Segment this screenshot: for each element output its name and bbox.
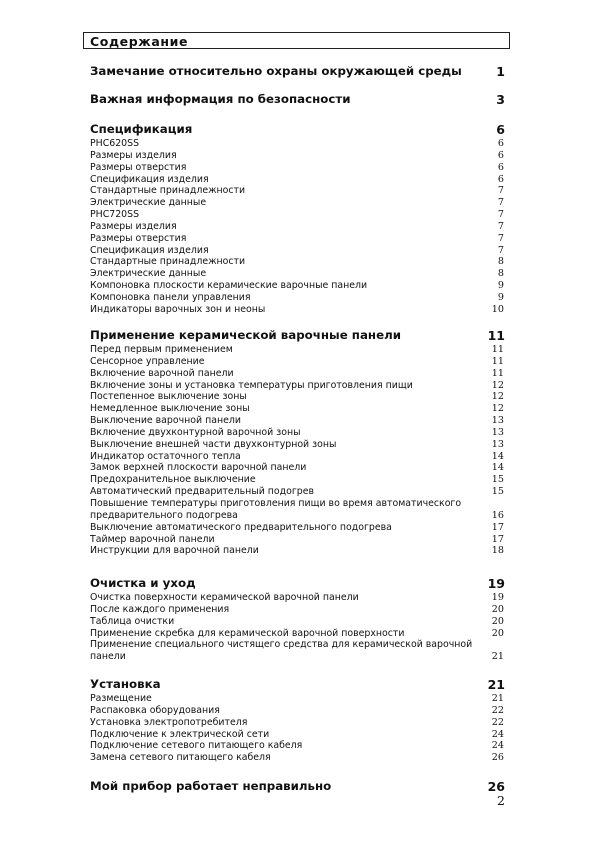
toc-entry-text: Включение двухконтурной варочной зоны [90,426,301,438]
section-title: Важная информация по безопасности [90,92,351,106]
toc-entry[interactable] [90,462,505,474]
toc-entry-page: 6 [497,173,504,185]
toc-title: Содержание [90,34,189,49]
toc-entry-text: Таблица очистки [90,615,175,627]
toc-entry-text: Перед первым применением [90,344,233,355]
toc-entry-text: Автоматический предварительный подогрев [90,486,315,498]
page-number: 2 [497,793,505,808]
toc-entry-page: 13 [491,415,504,427]
section-items [90,344,505,557]
toc-entry-page: 21 [491,693,504,704]
toc-entry-text: Подключение к электрической сети [90,728,270,740]
section-title: Мой прибор работает неправильно [90,779,332,793]
toc-entry-page: 11 [491,344,504,355]
section-items [90,693,505,764]
toc-entry[interactable] [90,162,505,174]
toc-entry-text: Постепенное выключение зоны [90,391,247,403]
section-heading[interactable] [90,328,505,344]
toc-entry-page: 15 [491,486,504,498]
toc-entry-text: Инструкции для варочной панели [90,545,259,557]
toc-entry[interactable] [90,209,505,221]
section-heading[interactable] [90,779,505,795]
toc-entry-text: Распаковка оборудования [90,704,220,716]
toc-entry[interactable] [90,616,505,628]
toc-entry-page: 17 [491,521,504,533]
toc-entry[interactable] [90,522,505,534]
toc-entry[interactable] [90,693,505,705]
toc-entry[interactable] [90,185,505,197]
toc-entry-page: 8 [497,268,504,280]
toc-entry-page: 8 [497,256,504,268]
section-page: 1 [496,64,505,79]
toc-entry[interactable] [90,415,505,427]
toc-entry-text: Замена сетевого питающего кабеля [90,752,271,764]
toc-entry-text: PHC620SS [90,138,140,149]
section-page: 6 [496,122,505,137]
toc-entry-page: 7 [497,244,504,256]
toc-entry-text: После каждого применения [90,603,230,615]
toc-entry[interactable] [90,233,505,245]
toc-entry-text: Таймер варочной панели [90,533,215,545]
section-heading[interactable] [90,92,505,108]
toc-entry-text: Размеры отверстия [90,232,187,244]
toc-entry-text: Установка электропотребителя [90,716,248,728]
toc-entry-text: Сенсорное управление [90,355,205,367]
section-items [90,592,505,663]
toc-entry-page: 12 [491,379,504,391]
toc-entry-page: 11 [491,355,504,367]
toc-entry-page: 12 [491,391,504,403]
toc-entry[interactable] [90,486,505,498]
toc-entry-page: 20 [491,627,504,639]
toc-entry-page: 14 [491,450,504,462]
toc-entry-page: 22 [491,716,504,728]
toc-entry-text: Индикатор остаточного тепла [90,450,241,462]
toc-entry-text: Индикаторы варочных зон и неоны [90,303,266,315]
toc-entry-page: 24 [491,740,504,752]
toc-entry-text: Выключение автоматического предварительного подогрева [90,521,392,533]
toc-entry-text: Подключение сетевого питающего кабеля [90,740,303,752]
toc-entry-text: Стандартные принадлежности [90,256,246,268]
toc-entry-text: Немедленное выключение зоны [90,403,250,415]
toc-entry[interactable] [90,474,505,486]
toc-entry[interactable] [90,304,505,316]
toc-section [90,576,505,663]
toc-entry-page: 9 [497,291,504,303]
toc-entry[interactable] [90,356,505,368]
toc-entry-page: 21 [491,651,504,663]
toc-entry-page: 13 [491,426,504,438]
section-page: 26 [487,779,505,794]
toc-section [90,92,505,108]
toc-entry-page: 13 [491,438,504,450]
toc-entry-page: 22 [491,704,504,716]
toc-entry-page: 7 [497,197,504,209]
toc-entry[interactable] [90,545,505,557]
section-heading[interactable] [90,677,505,693]
toc-entry[interactable] [90,639,505,663]
toc-entry-page: 6 [497,161,504,173]
toc-entry[interactable] [90,380,505,392]
toc-entry[interactable] [90,592,505,604]
toc-entry-page: 20 [491,603,504,615]
toc-entry-text: Включение варочной панели [90,367,234,379]
toc-entry-text: Компоновка плоскости керамические варочные панели [90,280,368,292]
toc-entry-text: Повышение температуры приготовления пищи во время автоматического предварительного подогрева [90,497,462,521]
section-title: Замечание относительно охраны окружающей среды [90,64,462,78]
toc-entry-page: 7 [497,220,504,232]
toc-entry-text: Размеры изделия [90,220,177,232]
toc-entry-text: Компоновка панели управления [90,291,251,303]
toc-entry[interactable] [90,451,505,463]
toc-entry[interactable] [90,256,505,268]
section-title: Применение керамической варочные панели [90,328,401,342]
section-page: 21 [487,677,505,692]
toc-entry[interactable] [90,427,505,439]
toc-entry-page: 20 [491,615,504,627]
toc-section [90,64,505,80]
toc-entry[interactable] [90,717,505,729]
toc-section [90,677,505,764]
toc-entry[interactable] [90,174,505,186]
toc-entry[interactable] [90,221,505,233]
section-heading[interactable] [90,122,505,138]
toc-section [90,122,505,316]
toc-entry-text: Предохранительное выключение [90,474,256,486]
toc-entry[interactable] [90,138,505,150]
toc-entry-page: 14 [491,462,504,474]
toc-entry[interactable] [90,268,505,280]
toc-entry[interactable] [90,498,505,522]
toc-entry[interactable] [90,368,505,380]
toc-entry-page: 15 [491,474,504,486]
section-page: 11 [487,328,505,343]
toc-entry-page: 18 [491,545,504,557]
toc-entry[interactable] [90,344,505,356]
toc-entry-text: Применение специального чистящего средства для керамической варочной панели [90,639,473,663]
toc-entry-text: Размеры изделия [90,149,177,161]
section-heading[interactable] [90,64,505,80]
toc-section [90,328,505,557]
section-items [90,138,505,316]
toc-entry[interactable] [90,403,505,415]
section-title: Спецификация [90,122,193,136]
toc-entry-page: 10 [491,303,504,315]
toc-header-box [83,32,510,49]
toc-entry[interactable] [90,439,505,451]
toc-entry-text: Применение скребка для керамической варочной поверхности [90,627,405,639]
toc-entry[interactable] [90,740,505,752]
toc-entry[interactable] [90,705,505,717]
toc-entry[interactable] [90,245,505,257]
toc-entry-text: Выключение варочной панели [90,415,241,427]
toc-entry[interactable] [90,534,505,546]
toc-entry-page: 12 [491,403,504,415]
toc-entry[interactable] [90,628,505,640]
toc-entry-text: Включение зоны и установка температуры приготовления пищи [90,379,413,391]
toc-entry-text: Спецификация изделия [90,244,209,256]
toc-entry-text: Размещение [90,693,152,704]
toc-entry-text: Стандартные принадлежности [90,185,246,197]
toc-entry[interactable] [90,280,505,292]
toc-entry[interactable] [90,729,505,741]
toc-section [90,779,505,795]
section-heading[interactable] [90,576,505,592]
section-page: 19 [487,576,505,591]
toc-entry[interactable] [90,391,505,403]
toc-entry-text: Спецификация изделия [90,173,209,185]
toc-entry[interactable] [90,604,505,616]
toc-entry-text: Электрические данные [90,268,207,280]
toc-entry-page: 7 [497,232,504,244]
toc-entry-text: Размеры отверстия [90,161,187,173]
toc-entry-page: 19 [491,592,504,603]
toc-entry[interactable] [90,197,505,209]
toc-entry-page: 6 [497,138,504,149]
toc-entry-page: 9 [497,280,504,292]
toc-entry-page: 26 [491,752,504,764]
toc-entry-text: Выключение внешней части двухконтурной зоны [90,438,337,450]
toc-entry-text: Замок верхней плоскости варочной панели [90,462,307,474]
toc-entry-page: 11 [491,367,504,379]
toc-entry[interactable] [90,752,505,764]
toc-entry[interactable] [90,292,505,304]
toc-entry-page: 17 [491,533,504,545]
toc-entry-text: Электрические данные [90,197,207,209]
toc-entry-page: 6 [497,149,504,161]
section-title: Установка [90,677,161,691]
section-page: 3 [496,92,505,107]
toc-entry-text: Очистка поверхности керамической варочной панели [90,592,359,603]
toc-entry-page: 7 [497,209,504,221]
toc-entry-page: 24 [491,728,504,740]
toc-entry[interactable] [90,150,505,162]
toc-entry-page: 16 [491,509,504,521]
section-title: Очистка и уход [90,576,196,590]
toc-entry-page: 7 [497,185,504,197]
toc-entry-text: PHC720SS [90,209,140,221]
